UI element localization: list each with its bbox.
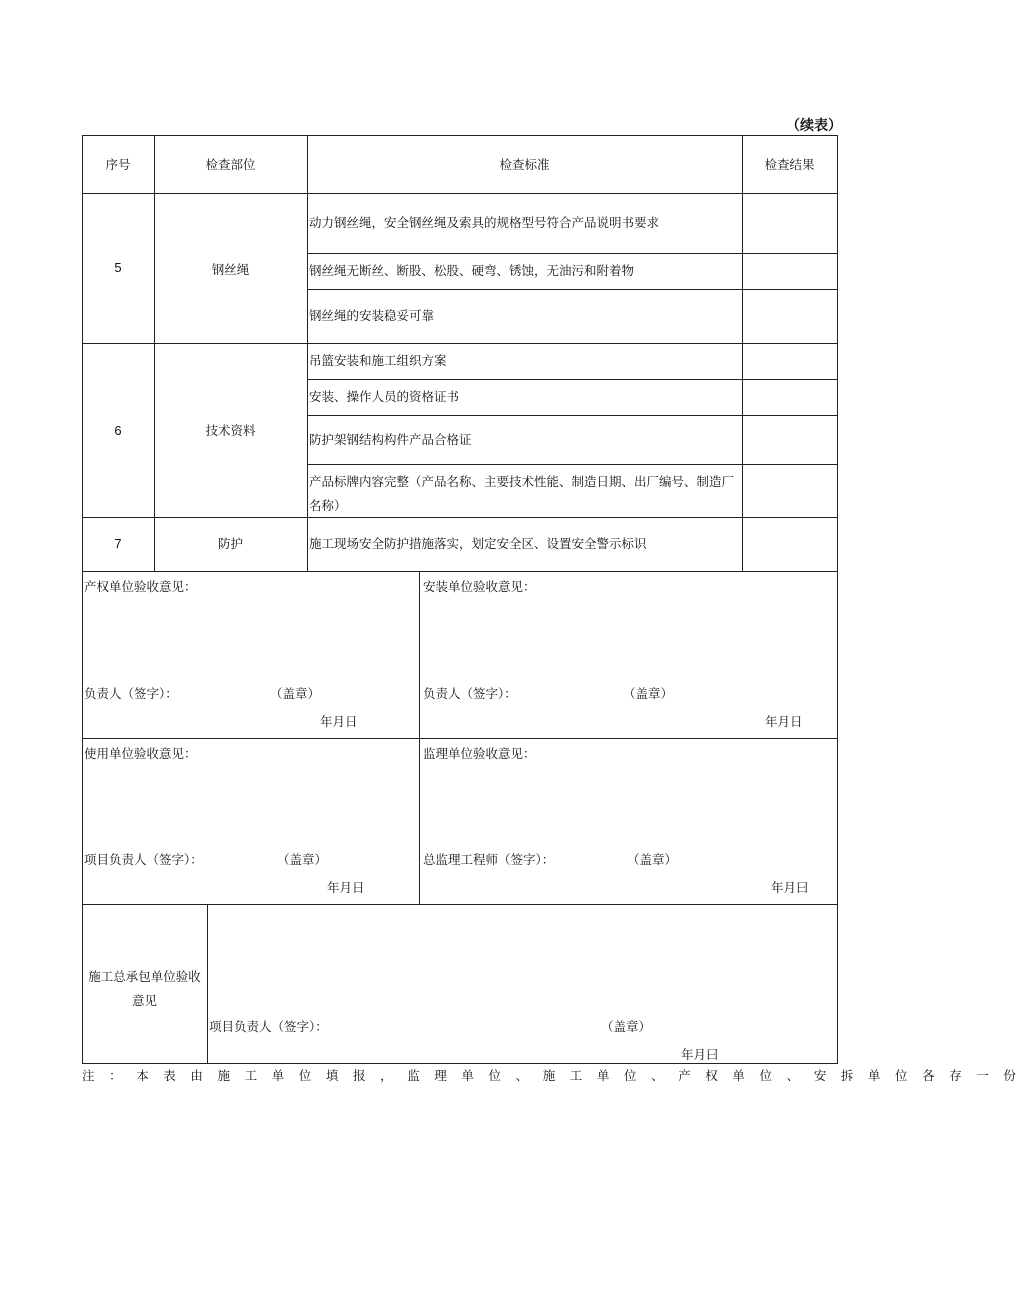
user-seal: （盖章） [277, 852, 328, 867]
property-date: 年月日 [320, 714, 358, 729]
property-seal: （盖章） [270, 686, 321, 701]
row-6-item-2: 安装、操作人员的资格证书 [309, 389, 460, 404]
supervisor-opinion-title: 监理单位验收意见： [423, 746, 536, 761]
row-6-no: 6 [114, 423, 122, 438]
contractor-opinion-title: 施工总承包单位验收意见 [88, 969, 201, 1008]
contractor-signer: 项目负责人（签字）： [209, 1019, 328, 1034]
row-5-item-1: 动力钢丝绳，安全钢丝绳及索具的规格型号符合产品说明书要求 [309, 215, 660, 230]
install-date: 年月日 [765, 714, 803, 729]
user-date: 年月日 [327, 880, 365, 895]
install-seal: （盖章） [623, 686, 674, 701]
user-opinion-title: 使用单位验收意见： [84, 746, 197, 761]
supervisor-signer: 总监理工程师（签字）： [423, 852, 555, 867]
supervisor-seal: （盖章） [627, 852, 678, 867]
contractor-date: 年月曰 [681, 1047, 719, 1062]
row-5-no: 5 [114, 260, 122, 275]
row-5-item-3: 钢丝绳的安装稳妥可靠 [309, 308, 435, 323]
supervisor-date: 年月曰 [771, 880, 809, 895]
property-opinion-title: 产权单位验收意见： [84, 579, 197, 594]
property-signer: 负责人（签字）： [84, 686, 178, 701]
row-6-part: 技术资料 [205, 423, 256, 438]
row-7-part: 防护 [217, 536, 243, 551]
install-signer: 负责人（签字）： [423, 686, 517, 701]
row-6-item-1: 吊篮安装和施工组织方案 [309, 353, 447, 368]
row-6-item-3: 防护架钢结构构件产品合格证 [309, 432, 472, 447]
row-7-no: 7 [114, 536, 122, 551]
install-opinion-title: 安装单位验收意见： [423, 579, 536, 594]
user-signer: 项目负责人（签字）： [84, 852, 203, 867]
footnote: 注：本表由施工单位填报，监理单位、施工单位、产权单位、安拆单位各存一份 [82, 1068, 1031, 1083]
row-5-item-2: 钢丝绳无断丝、断股、松股、硬弯、锈蚀，无油污和附着物 [309, 263, 635, 278]
contractor-seal: （盖章） [601, 1019, 652, 1034]
row-5-part: 钢丝绳 [211, 262, 250, 277]
header-no: 序号 [105, 157, 131, 172]
header-standard: 检查标准 [499, 157, 550, 172]
header-part: 检查部位 [205, 157, 256, 172]
row-6-item-4: 产品标牌内容完整（产品名称、主要技术性能、制造日期、出厂编号、制造厂名称） [309, 474, 735, 513]
header-result: 检查结果 [764, 157, 815, 172]
row-7-item-1: 施工现场安全防护措施落实，划定安全区、设置安全警示标识 [309, 536, 647, 551]
continued-label: （续表） [786, 118, 842, 134]
